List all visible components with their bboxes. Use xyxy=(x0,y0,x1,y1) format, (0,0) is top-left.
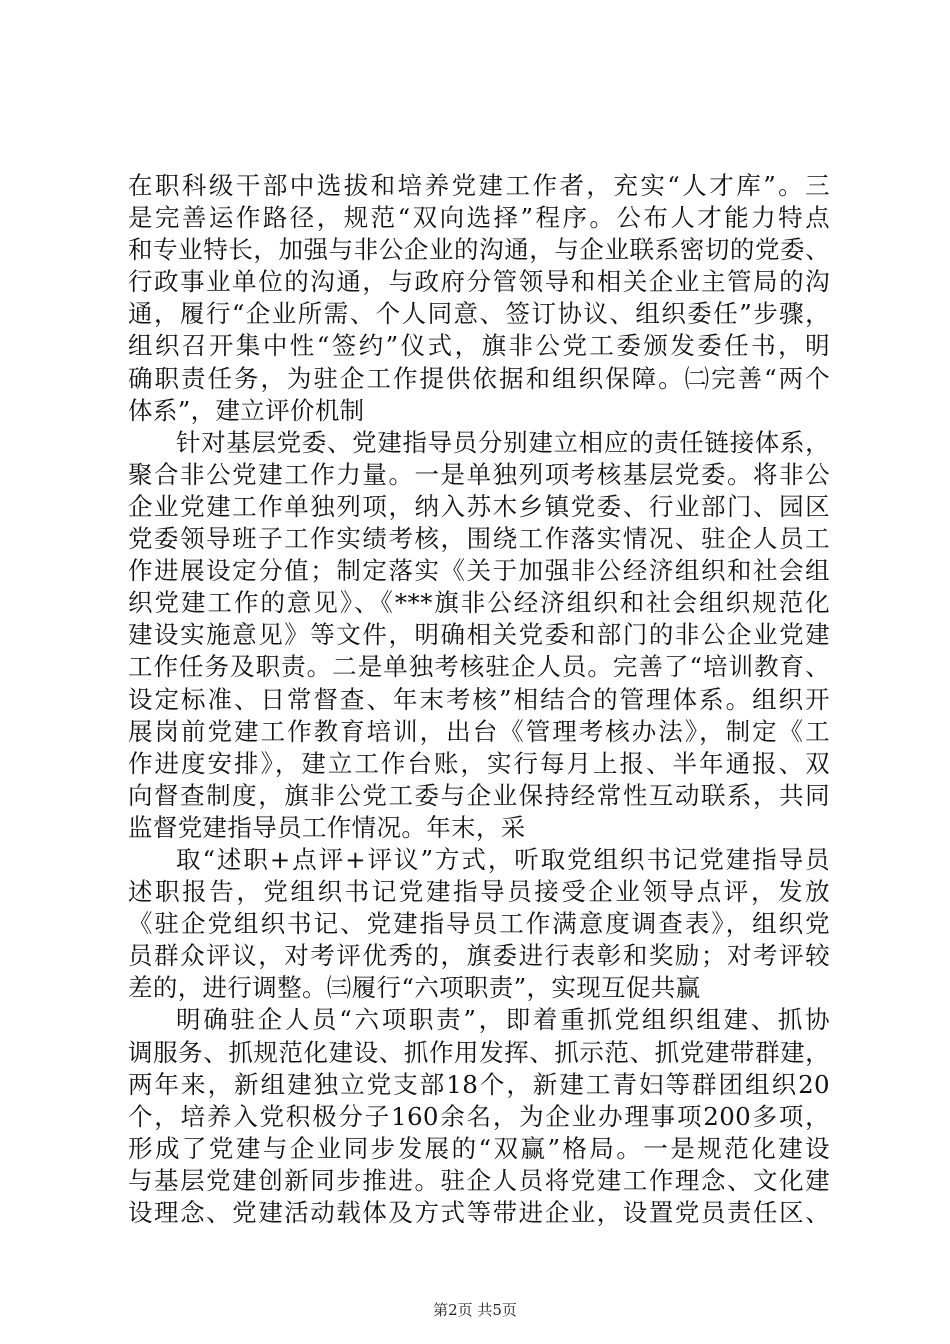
text-line: 两年来，新组建独立党支部18个，新建工青妇等群团组织20 xyxy=(128,1069,830,1099)
text-line: 组织召开集中性“签约”仪式，旗非公党工委颁发委任书，明 xyxy=(128,331,830,361)
text-line: 是完善运作路径，规范“双向选择”程序。公布人才能力特点 xyxy=(128,203,830,233)
text-line: 作进展设定分值；制定落实《关于加强非公经济组织和社会组 xyxy=(128,556,830,586)
text-line: 作进度安排》，建立工作台账，实行每月上报、半年通报、双 xyxy=(128,748,830,778)
page-number-footer: 第2页 共5页 xyxy=(433,1301,517,1319)
text-line: 确职责任务，为驻企工作提供依据和组织保障。㈡完善“两个 xyxy=(128,363,830,393)
text-line: 差的，进行调整。㈢履行“六项职责”，实现互促共赢 xyxy=(128,973,701,1003)
text-line: 员群众评议，对考评优秀的，旗委进行表彰和奖励；对考评较 xyxy=(128,941,830,971)
text-line: 在职科级干部中选拔和培养党建工作者，充实“人才库”。三 xyxy=(128,171,830,200)
text-line: 党委领导班子工作实绩考核，围绕工作落实情况、驻企人员工 xyxy=(128,524,830,554)
text-line: 调服务、抓规范化建设、抓作用发挥、抓示范、抓党建带群建， xyxy=(128,1037,830,1067)
body-text xyxy=(128,170,830,1229)
text-line: 和专业特长，加强与非公企业的沟通，与企业联系密切的党委、 xyxy=(128,235,830,265)
text-line: 设理念、党建活动载体及方式等带进企业，设置党员责任区、 xyxy=(128,1198,830,1227)
text-line: 建设实施意见》等文件，明确相关党委和部门的非公企业党建 xyxy=(128,620,830,650)
text-line: 监督党建指导员工作情况。年末，采 xyxy=(128,812,526,842)
text-line: 织党建工作的意见》、《***旗非公经济组织和社会组织规范化 xyxy=(128,588,830,618)
text-line: 《驻企党组织书记、党建指导员工作满意度调查表》，组织党 xyxy=(128,909,830,939)
text-line: 取“述职+点评+评议”方式，听取党组织书记党建指导员 xyxy=(176,844,830,874)
text-line: 向督查制度，旗非公党工委与企业保持经常性互动联系，共同 xyxy=(128,780,830,810)
text-line: 聚合非公党建工作力量。一是单独列项考核基层党委。将非公 xyxy=(128,459,830,489)
text-line: 工作任务及职责。二是单独考核驻企人员。完善了“培训教育、 xyxy=(128,652,830,682)
text-line: 行政事业单位的沟通，与政府分管领导和相关企业主管局的沟 xyxy=(128,267,830,297)
text-line: 设定标准、日常督查、年末考核”相结合的管理体系。组织开 xyxy=(128,684,830,714)
text-line: 个，培养入党积极分子160余名，为企业办理事项200多项， xyxy=(128,1101,830,1131)
text-line: 通，履行“企业所需、个人同意、签订协议、组织委任”步骤， xyxy=(128,299,830,329)
text-line: 明确驻企人员“六项职责”，即着重抓党组织组建、抓协 xyxy=(176,1005,830,1035)
text-line: 针对基层党委、党建指导员分别建立相应的责任链接体系， xyxy=(176,427,830,457)
text-line: 展岗前党建工作教育培训，出台《管理考核办法》，制定《工 xyxy=(128,716,830,746)
text-line: 与基层党建创新同步推进。驻企人员将党建工作理念、文化建 xyxy=(128,1165,830,1195)
text-line: 体系”，建立评价机制 xyxy=(128,395,365,425)
text-line: 述职报告，党组织书记党建指导员接受企业领导点评，发放 xyxy=(128,877,830,907)
text-line: 形成了党建与企业同步发展的“双赢”格局。一是规范化建设 xyxy=(128,1133,830,1163)
text-line: 企业党建工作单独列项，纳入苏木乡镇党委、行业部门、园区 xyxy=(128,491,830,521)
